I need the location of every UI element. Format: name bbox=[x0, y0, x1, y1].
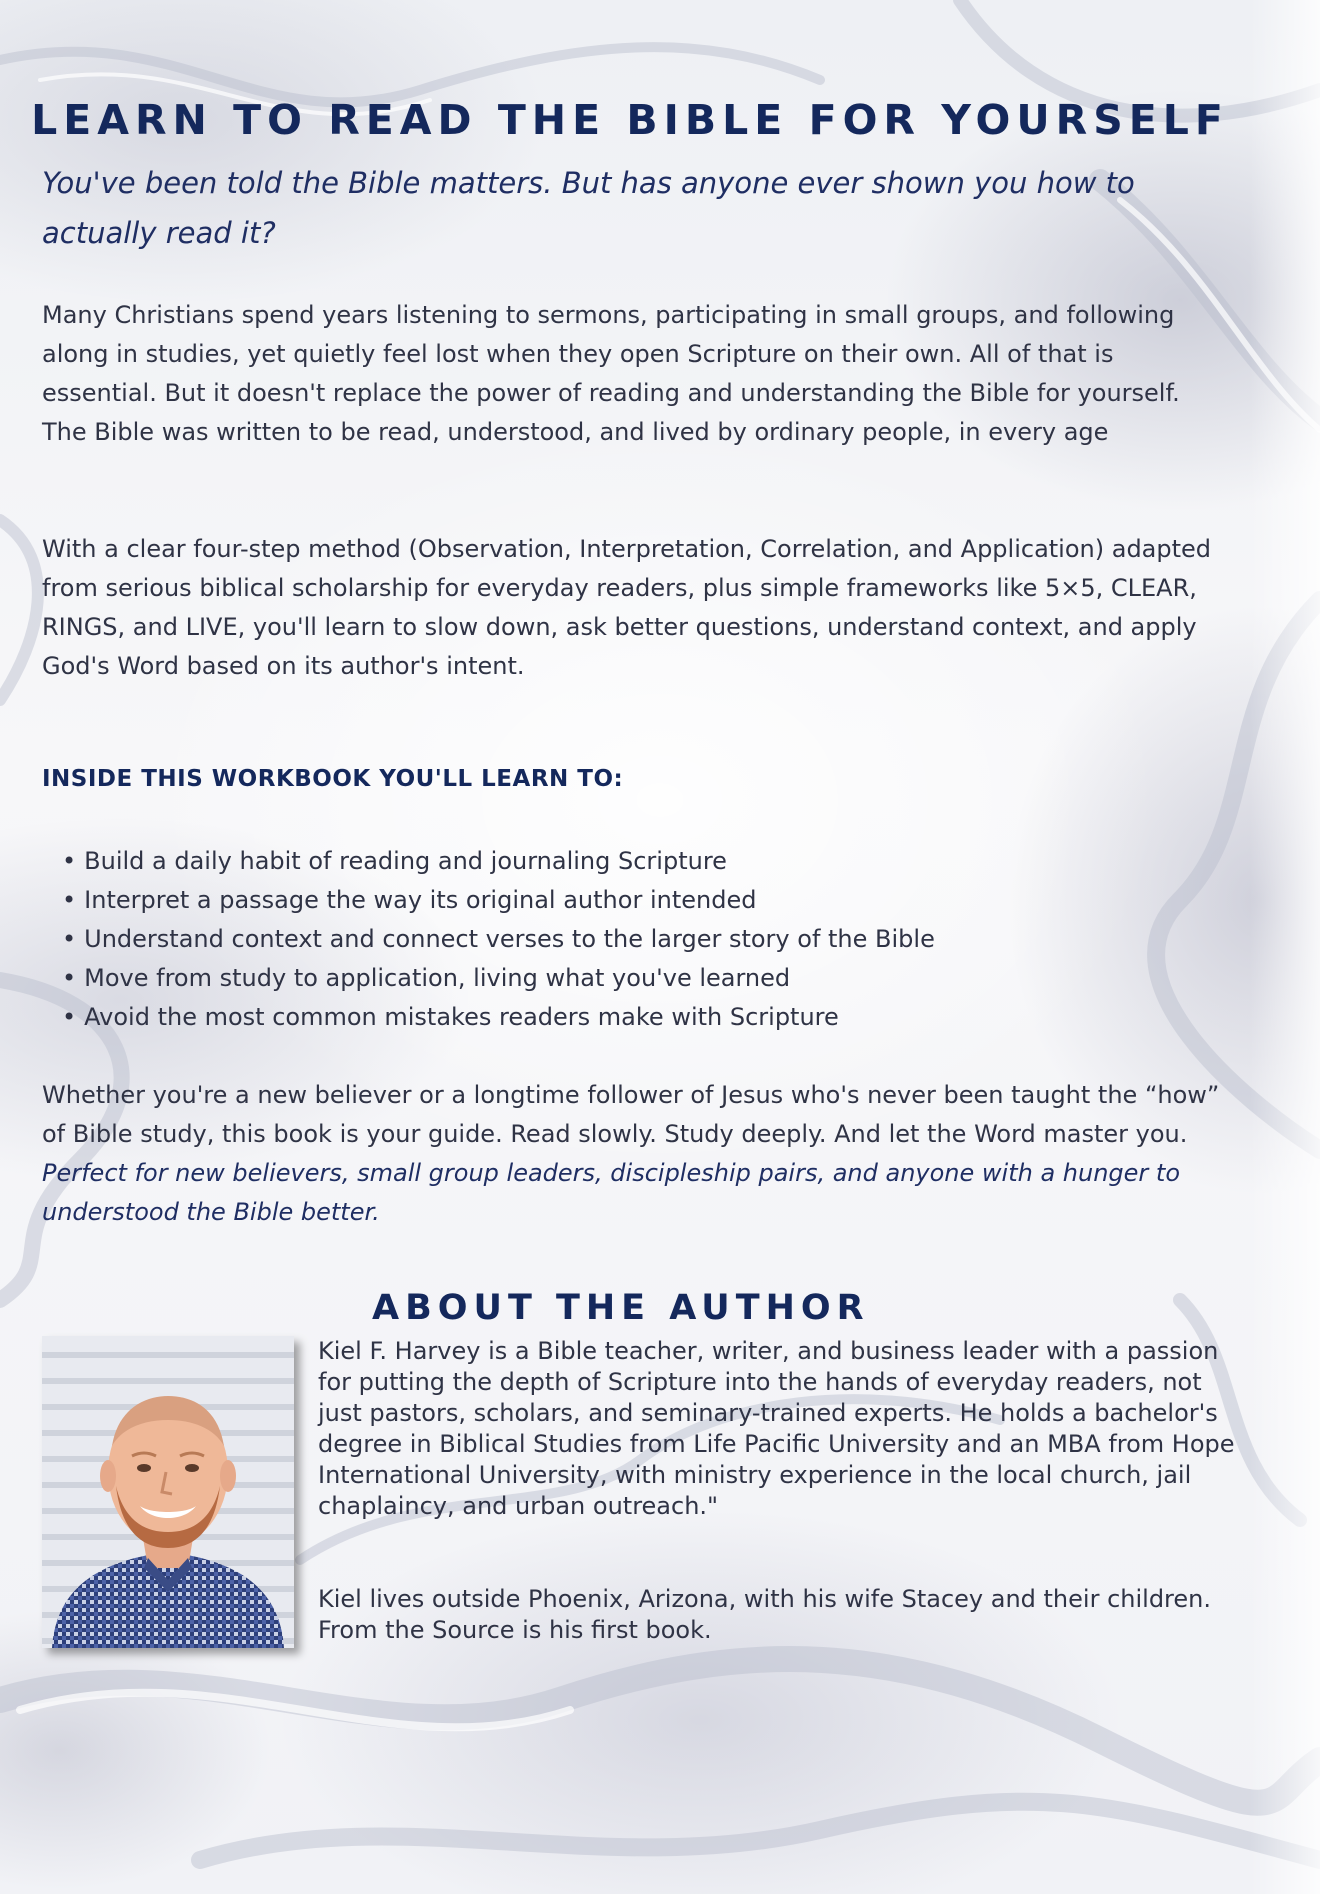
author-portrait-icon bbox=[42, 1336, 294, 1648]
method-paragraph: With a clear four-step method (Observation, Interpretation, Correlation, and Application) adapted from serious biblical scholarship for everyday readers, plus simple frameworks like 5×5, CLEAR, RINGS, and LIVE, you'll learn to slow down, ask better questions, understand context, and apply God's Word based on its author's intent. bbox=[42, 535, 1212, 680]
page-title: LEARN TO READ THE BIBLE FOR YOURSELF bbox=[31, 96, 1229, 144]
closing-italic-text: Perfect for new believers, small group leaders, discipleship pairs, and anyone with a hunger to understood the Bible better. bbox=[42, 1159, 1181, 1226]
author-heading: ABOUT THE AUTHOR bbox=[372, 1288, 870, 1328]
author-bio: Kiel F. Harvey is a Bible teacher, writer, and business leader with a passion for putting the depth of Scripture into the hands of everyday readers, not just pastors, scholars, and seminary-trained experts. He holds a bachelor's degree in Biblical Studies from Life Pacific University and an MBA from Hope International University, with ministry experience in the local church, jail chaplaincy, and urban outreach." bbox=[318, 1337, 1235, 1520]
author-photo bbox=[42, 1336, 294, 1648]
subtitle: You've been told the Bible matters. But has anyone ever shown you how to actually read it? bbox=[42, 166, 1135, 250]
closing-paragraph bbox=[42, 1076, 1232, 1232]
intro-paragraph: Many Christians spend years listening to sermons, participating in small groups, and following along in studies, yet quietly feel lost when they open Scripture on their own. All of that is essential. But it doesn't replace the power of reading and understanding the Bible for yourself. The Bible was written to be read, understood, and lived by ordinary people, in every age bbox=[42, 301, 1180, 446]
closing-text: Whether you're a new believer or a longtime follower of Jesus who's never been taught the “how” of Bible study, this book is your guide. Read slowly. Study deeply. And let the Word master you. bbox=[42, 1081, 1220, 1148]
list-item: • Avoid the most common mistakes readers make with Scripture bbox=[62, 998, 1212, 1037]
learn-heading: INSIDE THIS WORKBOOK YOU'LL LEARN TO: bbox=[42, 766, 624, 792]
list-item: • Build a daily habit of reading and journaling Scripture bbox=[62, 842, 1212, 881]
list-item: • Interpret a passage the way its original author intended bbox=[62, 881, 1212, 920]
list-item: • Move from study to application, living what you've learned bbox=[62, 959, 1212, 998]
learn-list bbox=[62, 842, 1212, 1037]
list-item: • Understand context and connect verses to the larger story of the Bible bbox=[62, 920, 1212, 959]
author-bio-family: Kiel lives outside Phoenix, Arizona, with his wife Stacey and their children. From the Source is his first book. bbox=[318, 1585, 1211, 1644]
